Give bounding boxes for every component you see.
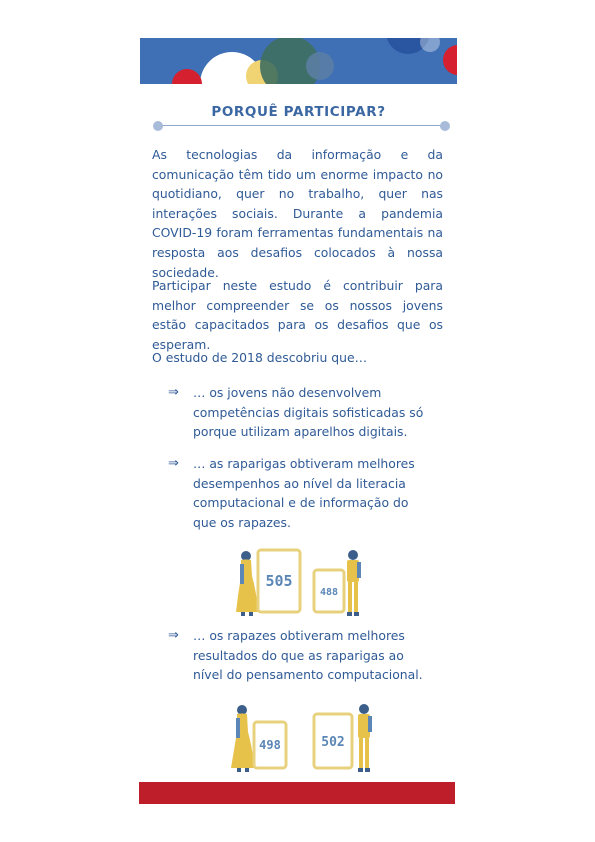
section-heading: PORQUÊ PARTICIPAR? [211,104,386,120]
girl-score: 498 [259,738,281,752]
finding-text: … os rapazes obtiveram melhores resultados do que as raparigas ao nível do pensamento computacional. [193,628,423,683]
boy-figure-icon [358,704,372,772]
divider-dot-right [440,121,450,131]
double-arrow-icon: ⇒ [168,456,179,471]
finding-text: … os jovens não desenvolvem competências digitais sofisticadas só porque utilizam aparelhos digitais. [193,385,424,440]
double-arrow-icon: ⇒ [168,385,179,400]
double-arrow-icon: ⇒ [168,628,179,643]
boy-score: 502 [321,735,345,750]
study-findings-lead: O estudo de 2018 descobriu que… [152,350,368,365]
finding-text: … as raparigas obtiveram melhores desempenhos ao nível da literacia computacional e de informação do que os rapazes. [193,456,415,530]
intro-paragraph: As tecnologias da informação e da comunicação têm tido um enorme impacto no quotidiano, quer no trabalho, quer nas interações sociais. Durante a pandemia COVID-19 foram ferramentas fundamentais na resposta aos desafios colocados à nossa sociedade. [152,147,443,280]
girl-score: 505 [265,572,293,590]
circles-graphic [140,38,457,84]
girls-vs-boys-computational-thinking-illustration [226,700,382,774]
boy-figure-icon [347,550,361,616]
girls-vs-boys-literacy-illustration [228,546,368,618]
girl-figure-icon [231,705,254,772]
girl-figure-icon [236,551,258,616]
decorative-banner [140,38,457,84]
divider-dot-left [153,121,163,131]
boy-score: 488 [319,587,339,598]
participation-paragraph: Participar neste estudo é contribuir para melhor compreender se os nossos jovens estão capacitados para os desafios que os esperam. [152,278,443,352]
footer-bar [139,782,455,804]
heading-divider [153,120,450,132]
divider-line [158,125,445,126]
